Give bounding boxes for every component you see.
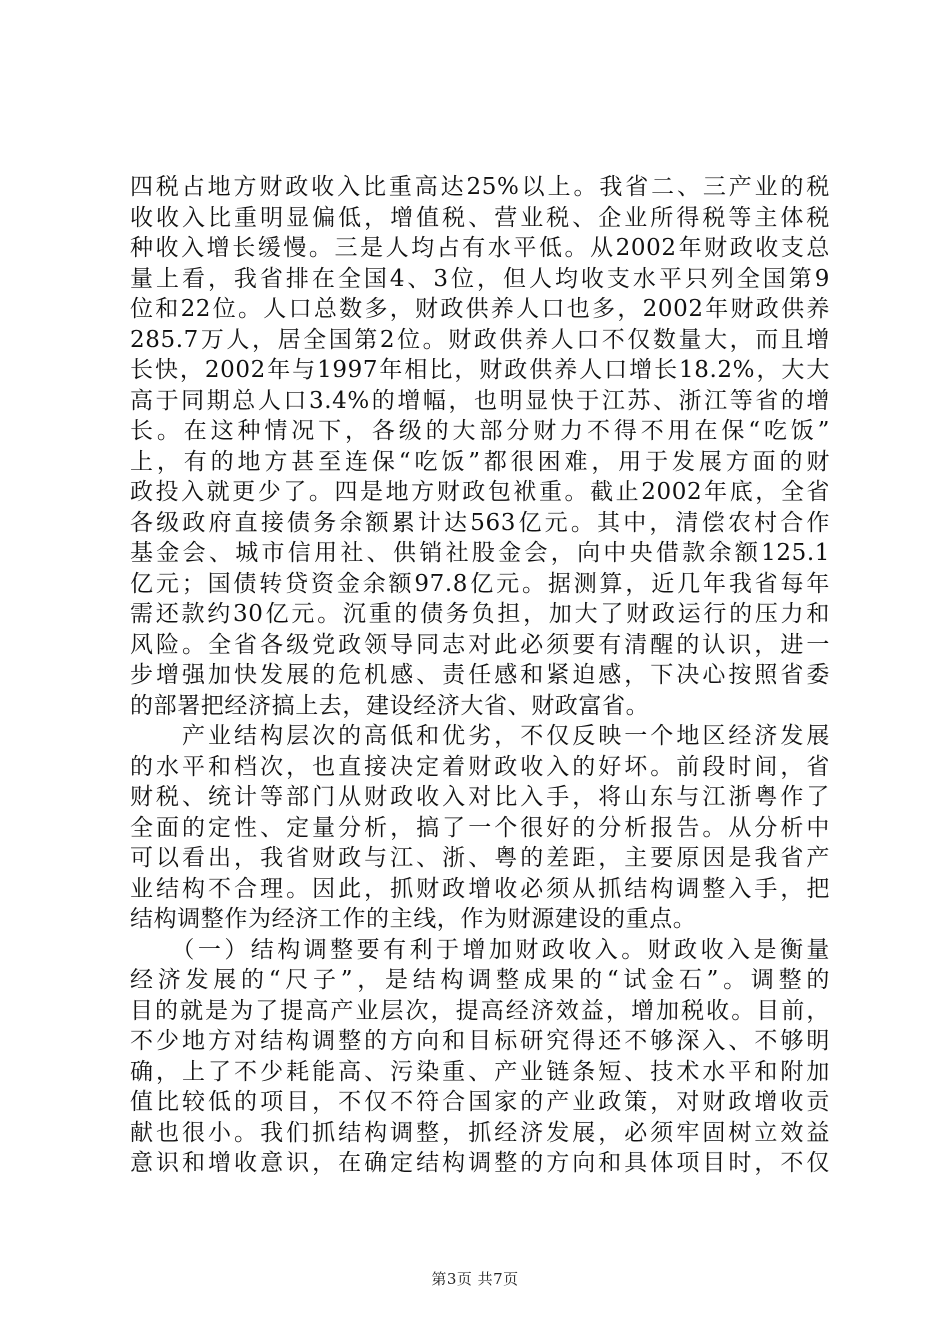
page-number-footer: 第3页 共7页 [431, 1270, 519, 1288]
text-line: 位和22位。人口总数多，财政供养人口也多，2002年财政供养 [130, 296, 830, 322]
text-line: 285.7万人，居全国第2位。财政供养人口不仅数量大，而且增 [130, 326, 830, 353]
text-line: 财税、统计等部门从财政收入对比入手，将山东与江浙粤作了 [130, 784, 830, 810]
text-line: 政投入就更少了。四是地方财政包袱重。截止2002年底，全省 [130, 479, 830, 505]
text-line: 种收入增长缓慢。三是人均占有水平低。从2002年财政收支总 [130, 235, 830, 261]
text-line: 长。在这种情况下，各级的大部分财力不得不用在保“吃饭” [130, 418, 830, 444]
text-line: 基金会、城市信用社、供销社股金会，向中央借款余额125.1 [130, 540, 830, 566]
text-line: 经济发展的“尺子”，是结构调整成果的“试金石”。调整的 [130, 967, 830, 993]
text-line: 确，上了不少耗能高、污染重、产业链条短、技术水平和附加 [130, 1058, 830, 1085]
text-line: 收收入比重明显偏低，增值税、营业税、企业所得税等主体税 [130, 204, 830, 231]
text-line: 业结构不合理。因此，抓财政增收必须从抓结构调整入手，把 [130, 875, 830, 902]
text-line: 不少地方对结构调整的方向和目标研究得还不够深入、不够明 [130, 1028, 830, 1054]
text-line: 风险。全省各级党政领导同志对此必须要有清醒的认识，进一 [130, 631, 830, 658]
text-line: 上，有的地方甚至连保“吃饭”都很困难，用于发展方面的财 [130, 448, 830, 475]
text-line: 高于同期总人口3.4%的增幅，也明显快于江苏、浙江等省的增 [130, 387, 830, 414]
paragraph-start-line: （一）结构调整要有利于增加财政收入。财政收入是衡量 [130, 936, 830, 963]
text-line: 亿元；国债转贷资金余额97.8亿元。据测算，近几年我省每年 [130, 570, 830, 597]
text-line: 四税占地方财政收入比重高达25%以上。我省二、三产业的税 [130, 174, 830, 200]
text-line: 各级政府直接债务余额累计达563亿元。其中，清偿农村合作 [130, 509, 830, 536]
paragraph-start-line: 产业结构层次的高低和优劣，不仅反映一个地区经济发展 [130, 723, 830, 749]
paragraph-end-line: 结构调整作为经济工作的主线，作为财源建设的重点。 [130, 906, 697, 932]
text-line: 长快，2002年与1997年相比，财政供养人口增长18.2%，大大 [130, 357, 830, 383]
paragraph-end-line: 的部署把经济搞上去，建设经济大省、财政富省。 [130, 692, 650, 719]
text-line: 献也很小。我们抓结构调整，抓经济发展，必须牢固树立效益 [130, 1119, 830, 1146]
text-line: 量上看，我省排在全国4、3位，但人均收支水平只列全国第9 [130, 265, 830, 292]
text-line: 的水平和档次，也直接决定着财政收入的好坏。前段时间，省 [130, 753, 830, 780]
body-text [130, 172, 830, 1179]
text-line: 步增强加快发展的危机感、责任感和紧迫感，下决心按照省委 [130, 662, 830, 688]
text-line: 全面的定性、定量分析，搞了一个很好的分析报告。从分析中 [130, 814, 830, 841]
text-line: 值比较低的项目，不仅不符合国家的产业政策，对财政增收贡 [130, 1089, 830, 1115]
text-line: 意识和增收意识，在确定结构调整的方向和具体项目时，不仅 [130, 1150, 830, 1176]
text-line: 可以看出，我省财政与江、浙、粤的差距，主要原因是我省产 [130, 845, 830, 871]
text-line: 目的就是为了提高产业层次，提高经济效益，增加税收。目前， [130, 997, 830, 1024]
text-line: 需还款约30亿元。沉重的债务负担，加大了财政运行的压力和 [130, 601, 830, 627]
